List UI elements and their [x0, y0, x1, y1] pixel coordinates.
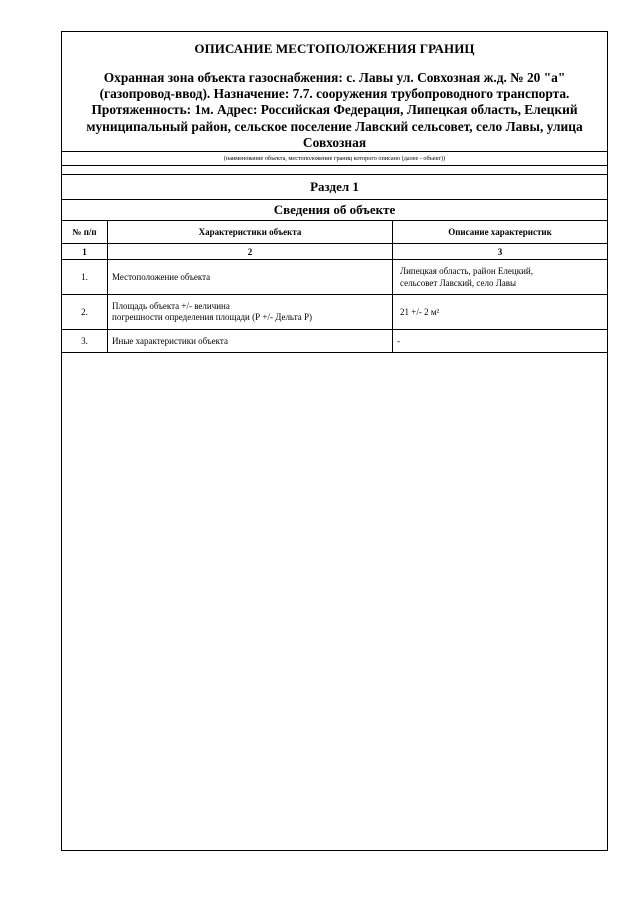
object-description-line: муниципальный район, сельское поселение Лавский сельсовет, село Лавы, улица: [86, 118, 583, 134]
object-hint: (наименование объекта, местоположение границ которого описано (далее - объект)): [62, 151, 607, 165]
characteristic-line: Иные характеристики объекта: [112, 335, 228, 346]
row-characteristic: [108, 295, 393, 330]
object-info-table: [62, 220, 607, 353]
header-characteristic: Характеристики объекта: [108, 221, 393, 244]
object-description: [62, 57, 607, 151]
column-number: 2: [108, 244, 393, 260]
document-title: ОПИСАНИЕ МЕСТОПОЛОЖЕНИЯ ГРАНИЦ: [194, 41, 475, 56]
description-line: Липецкая область, район Елецкий,: [400, 266, 533, 277]
object-description-line: Протяженность: 1м. Адрес: Российская Федерация, Липецкая область, Елецкий: [91, 102, 578, 118]
column-number: 3: [393, 244, 608, 260]
table-row: [62, 260, 607, 295]
object-description-line: Охранная зона объекта газоснабжения: с. Лавы ул. Совхозная ж.д. № 20 "а": [103, 70, 566, 85]
section-title: Раздел 1: [62, 174, 607, 199]
description-line: 21 +/- 2 м²: [400, 307, 440, 318]
characteristic-line: Местоположение объекта: [112, 271, 211, 282]
row-description: [393, 260, 608, 295]
subsection-title: Сведения об объекте: [62, 199, 607, 220]
row-number: 2.: [62, 295, 108, 330]
header-description: Описание характеристик: [393, 221, 608, 244]
row-characteristic: [108, 260, 393, 295]
header-number: № п/п: [62, 221, 108, 244]
row-description: [393, 330, 608, 353]
table-header-row: [62, 221, 607, 244]
table-row: [62, 330, 607, 353]
characteristic-line: погрешности определения площади (Р +/- Дельта Р): [112, 312, 312, 323]
table-row: [62, 295, 607, 330]
characteristic-line: Площадь объекта +/- величина: [112, 301, 230, 312]
row-characteristic: [108, 330, 393, 353]
row-number: 1.: [62, 260, 108, 295]
description-line: сельсовет Лавский, село Лавы: [400, 278, 517, 289]
row-description: [393, 295, 608, 330]
column-number-row: [62, 244, 607, 260]
object-description-line: (газопровод-ввод). Назначение: 7.7. сооружения трубопроводного транспорта.: [99, 86, 570, 102]
description-line: -: [397, 336, 400, 347]
spacer-row: [62, 165, 607, 174]
row-number: 3.: [62, 330, 108, 353]
document-frame: [61, 31, 608, 851]
object-description-line: Совхозная: [302, 134, 367, 150]
column-number: 1: [62, 244, 108, 260]
